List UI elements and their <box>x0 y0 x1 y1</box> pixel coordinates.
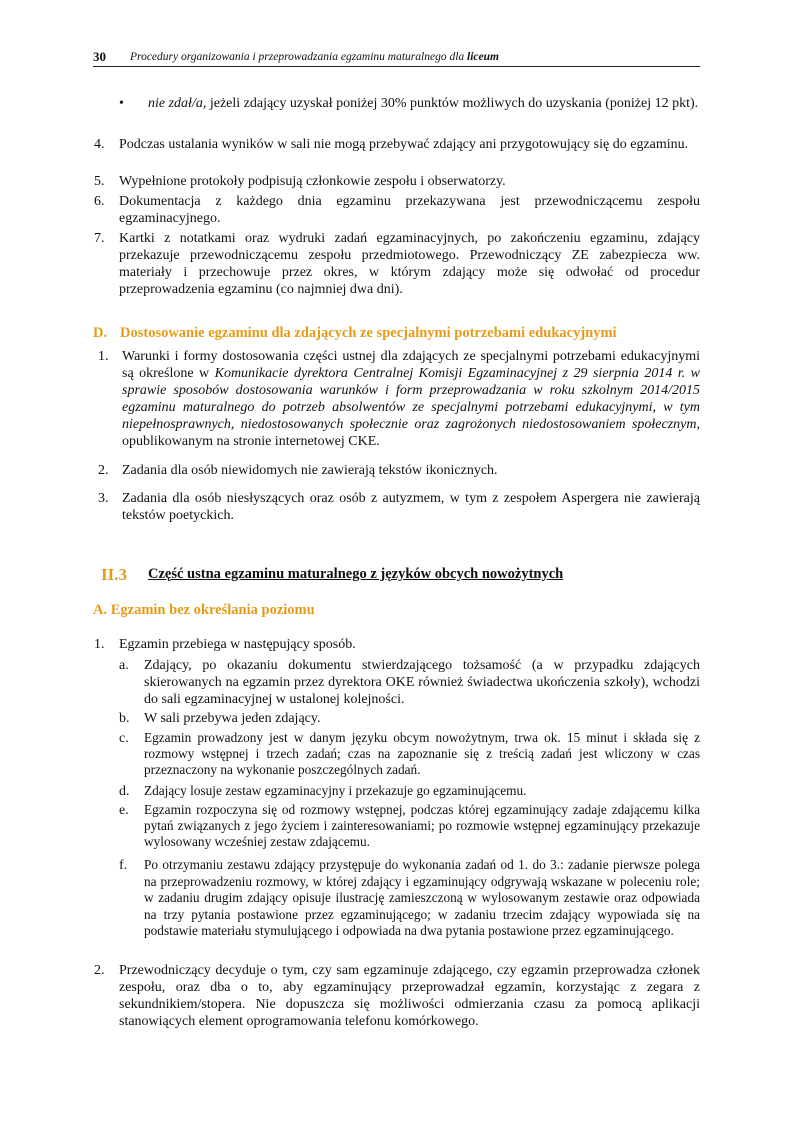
running-title <box>130 49 499 66</box>
running-title-bold: liceum <box>467 51 499 63</box>
section-d-item-1-number: 1. <box>98 349 109 364</box>
section-d-item-3-text: Zadania dla osób niesłyszących oraz osób z autyzmem, w tym z zespołem Aspergera nie zawierają tekstów poetyckich. <box>122 491 700 523</box>
section-d-item-2-number: 2. <box>98 463 109 478</box>
section-d-item-1-text <box>122 348 700 450</box>
bullet-marker: • <box>119 96 124 111</box>
section-d-item-2-text: Zadania dla osób niewidomych nie zawierają tekstów ikonicznych. <box>122 463 498 478</box>
sub-f-letter: f. <box>119 858 128 873</box>
page-header <box>93 46 700 67</box>
bullet-text: jeżeli zdający uzyskał poniżej 30% punktów możliwych do uzyskania (poniżej 12 pkt). <box>206 96 699 111</box>
sub-c-text: Egzamin prowadzony jest w danym języku obcym nowożytnym, trwa ok. 15 minut i składa się z rozmowy wstępnej i trzech zadań; czas na zapoznanie się z treścią zadań jest wliczony w czas przeznaczony na wykonanie poszczególnych zadań. <box>144 730 700 777</box>
section-d-item-1-post: opublikowanym na stronie internetowej CKE. <box>122 434 380 449</box>
section-d-item-1-pre: Warunki i formy dostosowania części ustnej dla zdających ze specjalnymi potrzebami edukacyjnymi są określone w <box>122 349 700 381</box>
item-7-text: Kartki z notatkami oraz wydruki zadań egzaminacyjnych, po zakończeniu egzaminu, zdający przekazuje przewodniczącemu zespołu przedmiotowego. Przewodniczący ZE zabezpiecza ww. materiały i przechowuje przez okres, w którym zdający może się odwołać od procedur przeprowadzenia egzaminu (co najmniej dwa dni). <box>119 231 700 297</box>
sub-d-letter: d. <box>119 784 130 799</box>
sub-e-letter: e. <box>119 803 129 818</box>
item-5-text: Wypełnione protokoły podpisują członkowie zespołu i obserwatorzy. <box>119 174 506 189</box>
sub-f-text: Po otrzymaniu zestawu zdający przystępuje do wykonania zadań od 1. do 3.: zadanie pierwsze polega na przeprowadzeniu rozmowy, w której zdający i egzaminujący odgrywają wskazane w poleceniu role; w zadaniu drugim zdający opisuje ilustrację zamieszczoną w wylosowanym zestawie oraz odpowiada na trzy pytania postawione przez egzaminującego; w zadaniu trzecim zdający wypowiada się na podstawie materiału stymulującego i odpowiada na dwa pytania postawione przez egzaminującego. <box>144 857 700 938</box>
section-d-item-3-number: 3. <box>98 491 109 506</box>
item-4-text: Podczas ustalania wyników w sali nie mogą przebywać zdający ani przygotowujący się do egzaminu. <box>119 137 689 152</box>
bullet-item <box>148 95 700 112</box>
sub-b-letter: b. <box>119 711 130 726</box>
exam-item-2-text: Przewodniczący decyduje o tym, czy sam egzaminuje zdającego, czy egzamin przeprowadza członek zespołu, oraz dba o to, aby egzaminujący przeprowadzał egzamin, korzystając z zegara z sekundnikiem/stopera. Nie dopuszcza się możliwości odmierzania czasu za pomocą aplikacji stanowiących element oprogramowania telefonu komórkowego. <box>119 963 700 1029</box>
sub-c-letter: c. <box>119 731 129 746</box>
item-7-number: 7. <box>94 231 105 246</box>
sub-d-text: Zdający losuje zestaw egzaminacyjny i przekazuje go egzaminującemu. <box>144 783 527 798</box>
page-number: 30 <box>93 49 106 64</box>
sub-b-text: W sali przebywa jeden zdający. <box>144 711 321 726</box>
sub-a-letter: a. <box>119 658 129 673</box>
sub-a-text: Zdający, po okazaniu dokumentu stwierdzającego tożsamość (a w przypadku zdających skierowanych na egzamin przez dyrektora OKE również świadectwa ukończenia szkoły), wchodzi do sali egzaminacyjnej w ustalonej kolejności. <box>144 658 700 707</box>
running-title-text: Procedury organizowania i przeprowadzania egzaminu maturalnego dla <box>130 51 468 63</box>
section-d-title: Dostosowanie egzaminu dla zdających ze specjalnymi potrzebami edukacyjnymi <box>120 325 617 341</box>
exam-item-1-text: Egzamin przebiega w następujący sposób. <box>119 637 356 652</box>
item-5-number: 5. <box>94 174 105 189</box>
subsection-a-title: A. Egzamin bez określania poziomu <box>93 602 315 618</box>
exam-item-2-number: 2. <box>94 963 105 978</box>
exam-item-1-number: 1. <box>94 637 105 652</box>
section-d-letter: D. <box>93 325 108 341</box>
item-6-number: 6. <box>94 194 105 209</box>
item-4-number: 4. <box>94 137 105 152</box>
bullet-italic: nie zdał/a, <box>148 96 207 111</box>
item-6-text: Dokumentacja z każdego dnia egzaminu przekazywana jest przewodniczącemu zespołu egzaminacyjnego. <box>119 194 700 226</box>
section-number: II.3 <box>101 565 127 584</box>
sub-e-text: Egzamin rozpoczyna się od rozmowy wstępnej, podczas której egzaminujący zadaje zdającemu kilka pytań związanych z jego życiem i zainteresowaniami; po rozmowie wstępnej egzaminujący przekazuje wylosowany wcześniej zestaw zdającemu. <box>144 802 700 849</box>
section-title: Część ustna egzaminu maturalnego z języków obcych nowożytnych <box>148 566 564 582</box>
section-d-item-1-italic: Komunikacie dyrektora Centralnej Komisji Egzaminacyjnej z 29 sierpnia 2014 r. w sprawie sposobów dostosowania warunków i form przeprowadzania w roku szkolnym 2014/2015 egzaminu maturalnego do potrzeb absolwentów ze specjalnymi potrzebami edukacyjnymi, w tym niepełnosprawnych, niedostosowanych społecznie oraz zagrożonych niedostosowaniem społecznym, <box>122 366 701 432</box>
